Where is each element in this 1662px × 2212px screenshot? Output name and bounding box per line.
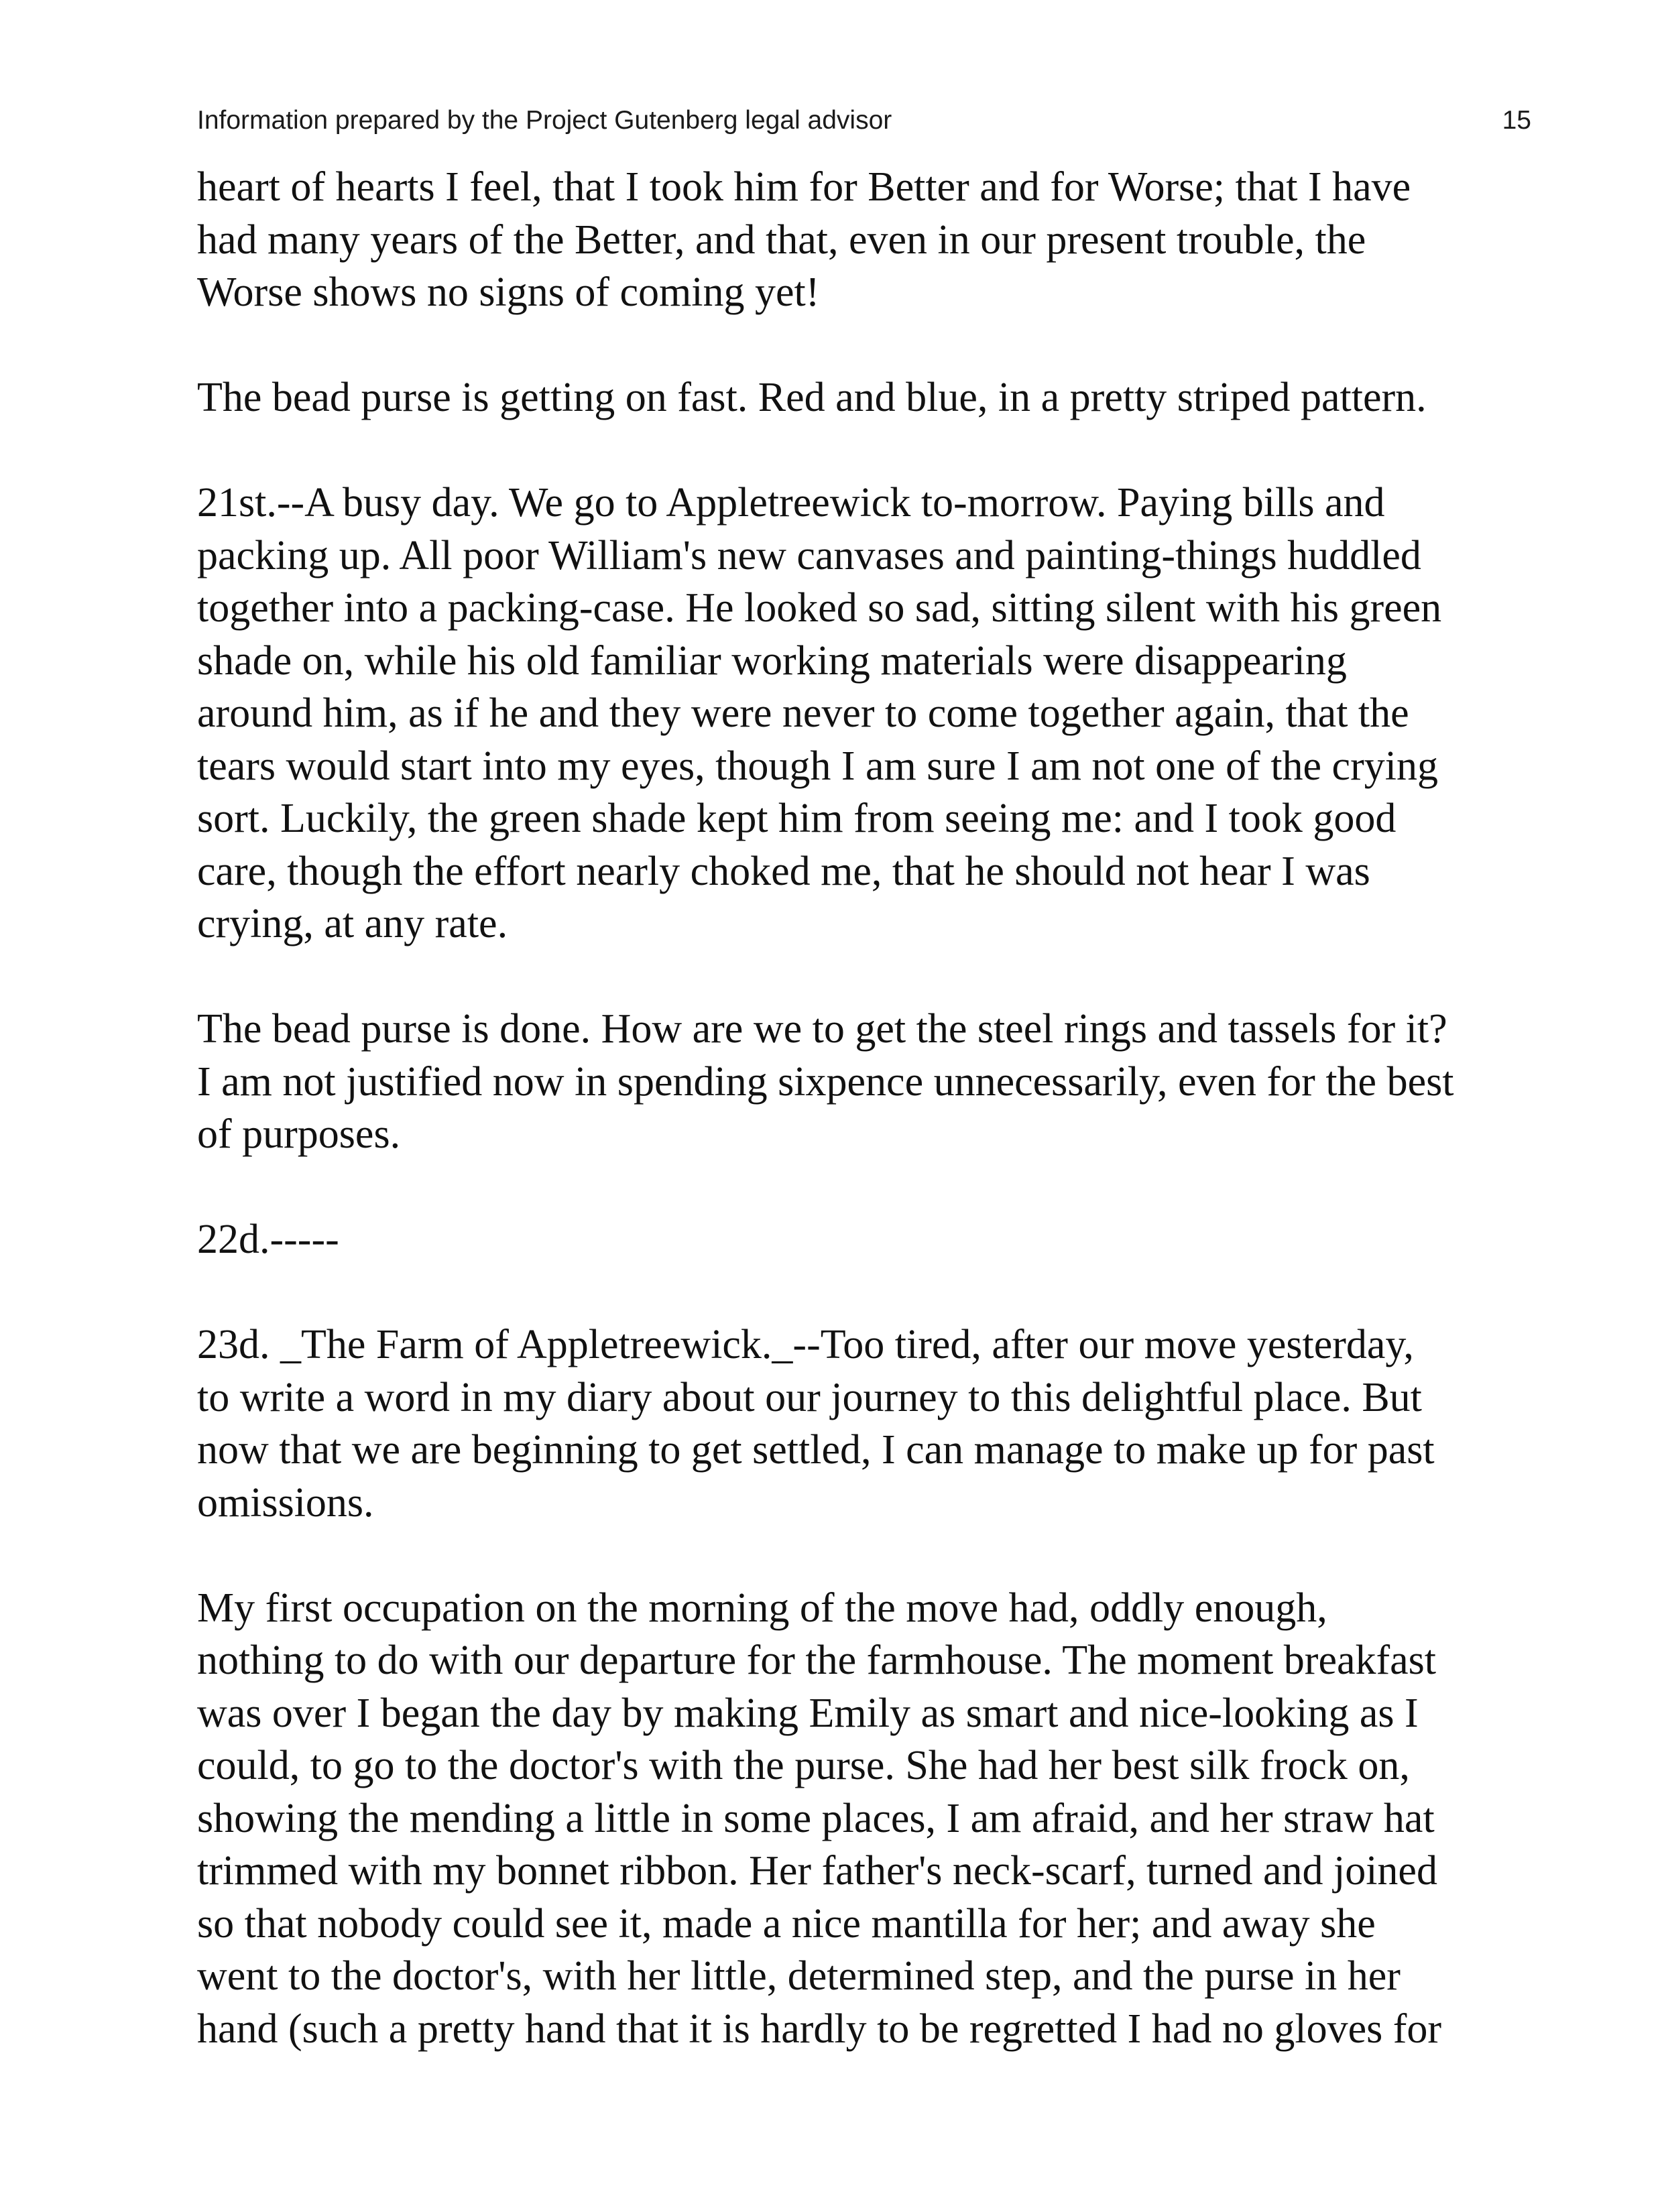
text-line: to write a word in my diary about our journey to this delightful place. But: [197, 1374, 1422, 1420]
text-line: 21st.--A busy day. We go to Appletreewick to-morrow. Paying bills and: [197, 480, 1385, 526]
text-line: 23d. _The Farm of Appletreewick._--Too tired, after our move yesterday,: [197, 1322, 1414, 1367]
text-line: heart of hearts I feel, that I took him for Better and for Worse; that I have: [197, 164, 1411, 210]
paragraph-gap: [197, 1266, 1538, 1319]
text-line: shade on, while his old familiar working materials were disappearing: [197, 637, 1347, 684]
text-line: nothing to do with our departure for the farmhouse. The moment breakfast: [197, 1638, 1437, 1683]
text-line: tears would start into my eyes, though I am sure I am not one of the crying: [197, 743, 1438, 789]
text-line: hand (such a pretty hand that it is hardly to be regretted I had no gloves for: [197, 2006, 1442, 2052]
paragraph-gap: [197, 424, 1538, 477]
text-line: together into a packing-case. He looked so sad, sitting silent with his green: [197, 585, 1442, 631]
text-line: trimmed with my bonnet ribbon. Her father's neck-scarf, turned and joined: [197, 1848, 1437, 1894]
paragraph-gap: [197, 1529, 1538, 1582]
text-line: around him, as if he and they were never to come together again, that the: [197, 690, 1409, 736]
text-line: omissions.: [197, 1479, 374, 1526]
paragraph-gap: [197, 319, 1538, 372]
text-line: crying, at any rate.: [197, 901, 508, 946]
text-line: The bead purse is done. How are we to get the steel rings and tassels for it?: [197, 1006, 1447, 1052]
text-line: of purposes.: [197, 1111, 401, 1157]
running-header-title: Information prepared by the Project Gutenberg legal advisor: [197, 106, 892, 135]
text-line: had many years of the Better, and that, even in our present trouble, the: [197, 217, 1366, 263]
paragraph: [197, 1318, 1538, 1529]
page-body-text: [197, 161, 1538, 2055]
paragraph-gap: [197, 950, 1538, 1003]
paragraph: [197, 161, 1538, 319]
paragraph: [197, 477, 1538, 950]
paragraph: [197, 371, 1538, 424]
text-line: could, to go to the doctor's with the purse. She had her best silk frock on,: [197, 1743, 1410, 1788]
text-line: 22d.-----: [197, 1217, 339, 1262]
text-line: My first occupation on the morning of the move had, oddly enough,: [197, 1585, 1327, 1631]
page-number: 15: [1502, 106, 1531, 135]
text-line: The bead purse is getting on fast. Red and blue, in a pretty striped pattern.: [197, 375, 1427, 420]
paragraph: [197, 1003, 1538, 1161]
paragraph-gap: [197, 1161, 1538, 1214]
text-line: now that we are beginning to get settled, I can manage to make up for past: [197, 1427, 1435, 1473]
text-line: packing up. All poor William's new canvases and painting-things huddled: [197, 532, 1421, 578]
text-line: Worse shows no signs of coming yet!: [197, 269, 820, 315]
paragraph: [197, 1582, 1538, 2056]
text-line: sort. Luckily, the green shade kept him from seeing me: and I took good: [197, 796, 1397, 841]
page-header: [197, 101, 1531, 141]
text-line: was over I began the day by making Emily as smart and nice-looking as I: [197, 1690, 1419, 1736]
text-line: care, though the effort nearly choked me, that he should not hear I was: [197, 848, 1370, 894]
text-line: went to the doctor's, with her little, determined step, and the purse in her: [197, 1953, 1401, 1999]
paragraph: [197, 1213, 1538, 1266]
text-line: showing the mending a little in some places, I am afraid, and her straw hat: [197, 1795, 1435, 1841]
text-line: so that nobody could see it, made a nice mantilla for her; and away she: [197, 1900, 1376, 1947]
text-line: I am not justified now in spending sixpence unnecessarily, even for the best: [197, 1058, 1454, 1105]
